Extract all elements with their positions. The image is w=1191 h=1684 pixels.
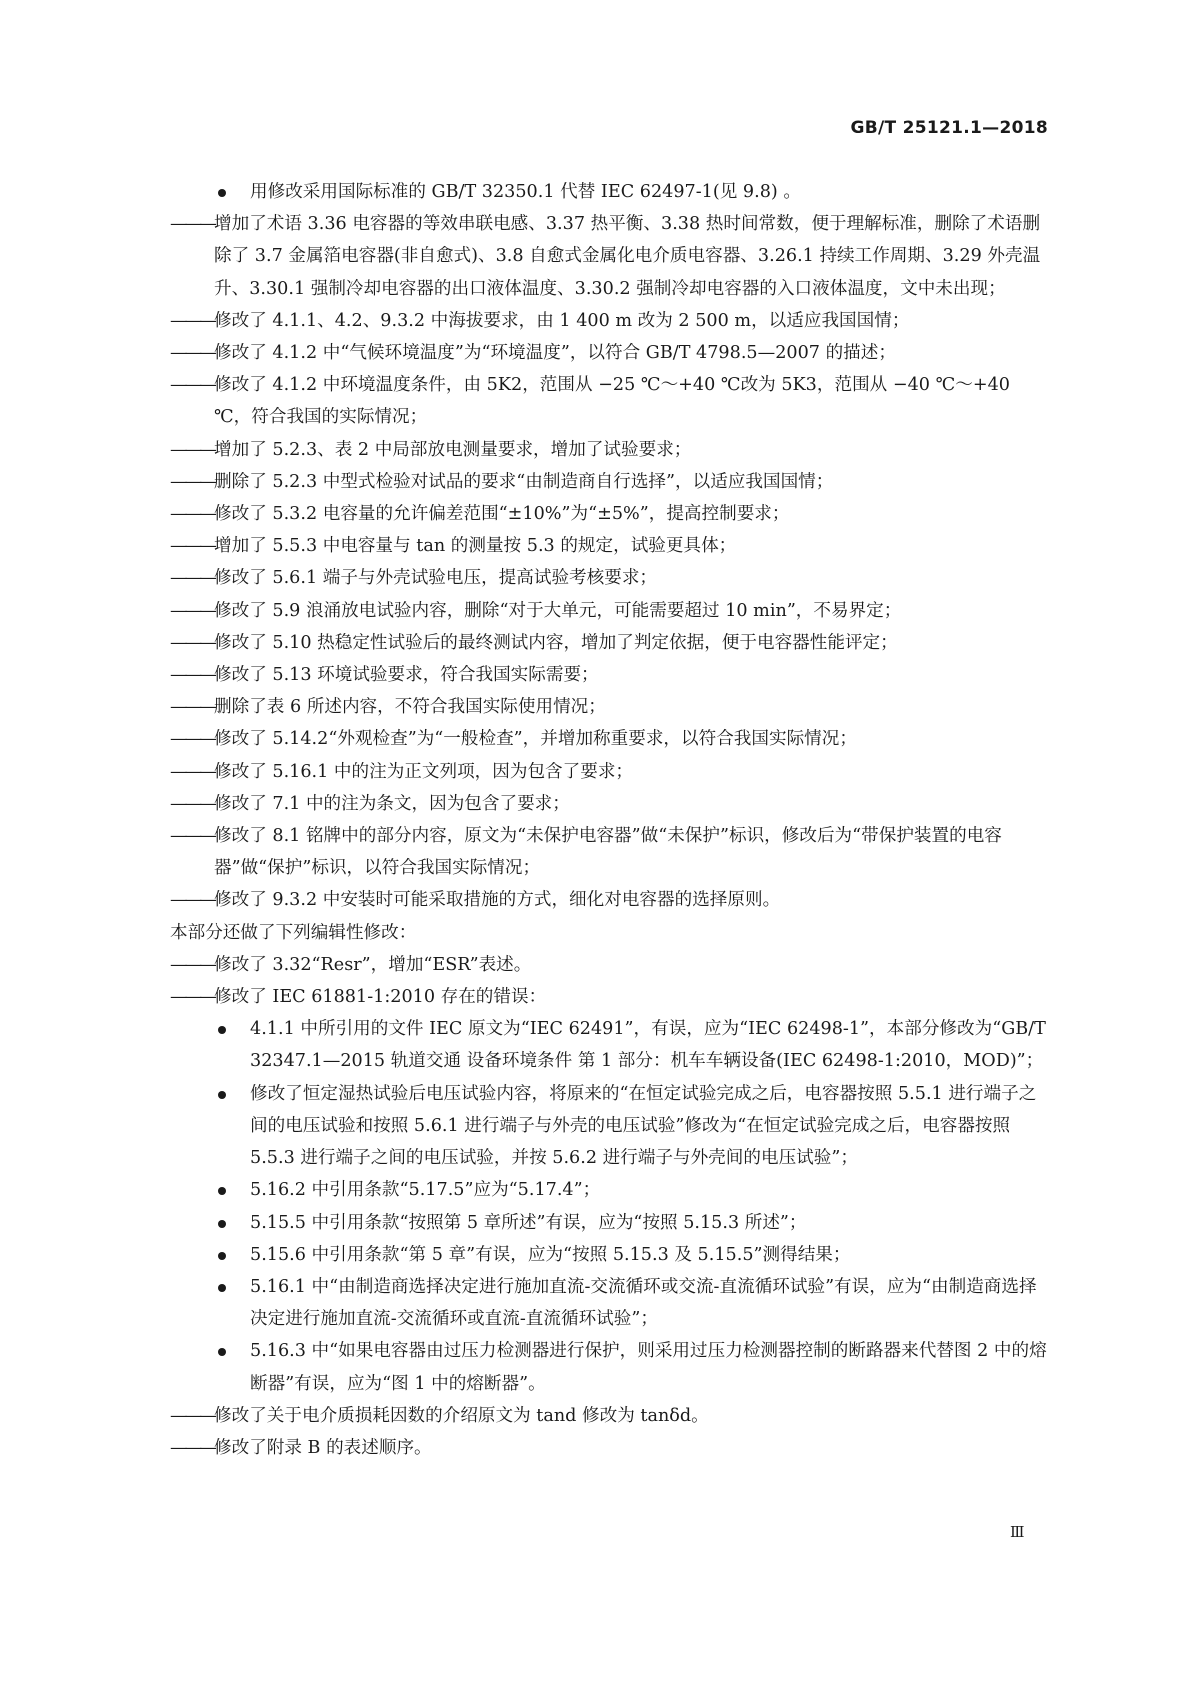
- list-item: ———修改了 IEC 61881-1:2010 存在的错误：: [170, 987, 547, 1008]
- list-item: ———修改了 7.1 中的注为条文，因为包含了要求；: [170, 793, 570, 814]
- list-item: ———修改了 5.16.1 中的注为正文列项，因为包含了要求；: [170, 761, 634, 782]
- list-item: 5.16.2 中引用条款“5.17.5”应为“5.17.4”；: [170, 1174, 1050, 1206]
- bullet-icon: [218, 1252, 226, 1260]
- list-item: ———删除了 5.2.3 中型式检验对试品的要求“由制造商自行选择”，以适应我国国情；: [170, 471, 834, 492]
- list-item: ———修改了 4.1.2 中环境温度条件，由 5K2，范围从 −25 ℃～+40 ℃改为 5K3，范围从 −40 ℃～+40 ℃，符合我国的实际情况；: [170, 375, 1010, 428]
- list-item: 5.15.5 中引用条款“按照第 5 章所述”有误，应为“按照 5.15.3 所述”；: [170, 1207, 1050, 1239]
- bullet-icon: [218, 1220, 226, 1228]
- list-item: ———增加了术语 3.36 电容器的等效串联电感、3.37 热平衡、3.38 热时间常数，便于理解标准，删除了术语删除了 3.7 金属箔电容器(非自愈式)、3.8 自愈式金属化电介质电容器、3.26.1 持续工作周期、3.29 外壳温升、3.30.1 强制冷却电容器的出口液体温度、3.30.2 强制冷却电容器的入口液体温度，文中未出现；: [170, 214, 1041, 299]
- list-item: 4.1.1 中所引用的文件 IEC 原文为“IEC 62491”，有误，应为“IEC 62498-1”，本部分修改为“GB/T 32347.1—2015 轨道交通 设备环境条件 第 1 部分：机车车辆设备(IEC 62498-1:2010，MOD)”；: [170, 1013, 1050, 1077]
- list-item: ———修改了 5.9 浪涌放电试验内容，删除“对于大单元，可能需要超过 10 min”，不易界定；: [170, 600, 902, 621]
- list-item: 5.16.3 中“如果电容器由过压力检测器进行保护，则采用过压力检测器控制的断路器来代替图 2 中的熔断器”有误，应为“图 1 中的熔断器”。: [170, 1335, 1050, 1399]
- list-item: ———删除了表 6 所述内容，不符合我国实际使用情况；: [170, 697, 606, 718]
- list-item: ———修改了 5.14.2“外观检查”为“一般检查”，并增加称重要求，以符合我国实际情况；: [170, 729, 857, 750]
- list-item: ———修改了附录 B 的表述顺序。: [170, 1437, 432, 1458]
- list-item: ———增加了 5.5.3 中电容量与 tan 的测量按 5.3 的规定，试验更具体；: [170, 536, 737, 557]
- list-item: 修改了恒定湿热试验后电压试验内容，将原来的“在恒定试验完成之后，电容器按照 5.5.1 进行端子之间的电压试验和按照 5.6.1 进行端子与外壳的电压试验”修改为“在恒定试验完成之后，电容器按照 5.5.3 进行端子之间的电压试验，并按 5.6.2 进行端子与外壳间的电压试验”；: [170, 1078, 1050, 1175]
- list-item: ———修改了关于电介质损耗因数的介绍原文为 tand 修改为 tanδd。: [170, 1405, 709, 1426]
- list-item: ———修改了 5.6.1 端子与外壳试验电压，提高试验考核要求；: [170, 568, 658, 589]
- standard-number: GB/T 25121.1—2018: [850, 118, 1048, 138]
- list-item: ———修改了 3.32“Resr”，增加“ESR”表述。: [170, 954, 532, 975]
- bullet-icon: [218, 189, 226, 197]
- bullet-icon: [218, 1091, 226, 1099]
- list-item: ———修改了 5.3.2 电容量的允许偏差范围“±10%”为“±5%”，提高控制要求；: [170, 504, 790, 525]
- list-item: ———修改了 4.1.1、4.2、9.3.2 中海拔要求，由 1 400 m 改为 2 500 m，以适应我国国情；: [170, 310, 910, 331]
- page-number: Ⅲ: [1010, 1523, 1024, 1541]
- list-item: ———修改了 9.3.2 中安装时可能采取措施的方式，细化对电容器的选择原则。: [170, 890, 781, 911]
- list-item: ———修改了 4.1.2 中“气候环境温度”为“环境温度”，以符合 GB/T 4798.5—2007 的描述；: [170, 343, 896, 364]
- list-item: ———增加了 5.2.3、表 2 中局部放电测量要求，增加了试验要求；: [170, 439, 692, 460]
- list-item: ———修改了 5.10 热稳定性试验后的最终测试内容，增加了判定依据，便于电容器性能评定；: [170, 632, 898, 653]
- list-item: ———修改了 8.1 铭牌中的部分内容，原文为“未保护电容器”做“未保护”标识，修改后为“带保护装置的电容器”做“保护”标识，以符合我国实际情况；: [170, 826, 1002, 879]
- list-item: 用修改采用国际标准的 GB/T 32350.1 代替 IEC 62497-1(见 9.8) 。: [170, 176, 1050, 208]
- list-item: 5.15.6 中引用条款“第 5 章”有误，应为“按照 5.15.3 及 5.15.5”测得结果；: [170, 1239, 1050, 1271]
- list-item: 5.16.1 中“由制造商选择决定进行施加直流-交流循环或交流-直流循环试验”有误，应为“由制造商选择决定进行施加直流-交流循环或直流-直流循环试验”；: [170, 1271, 1050, 1335]
- bullet-icon: [218, 1284, 226, 1292]
- section-intro: 本部分还做了下列编辑性修改：: [170, 922, 417, 943]
- list-item: ———修改了 5.13 环境试验要求，符合我国实际需要；: [170, 665, 599, 686]
- document-body: [170, 176, 1050, 1464]
